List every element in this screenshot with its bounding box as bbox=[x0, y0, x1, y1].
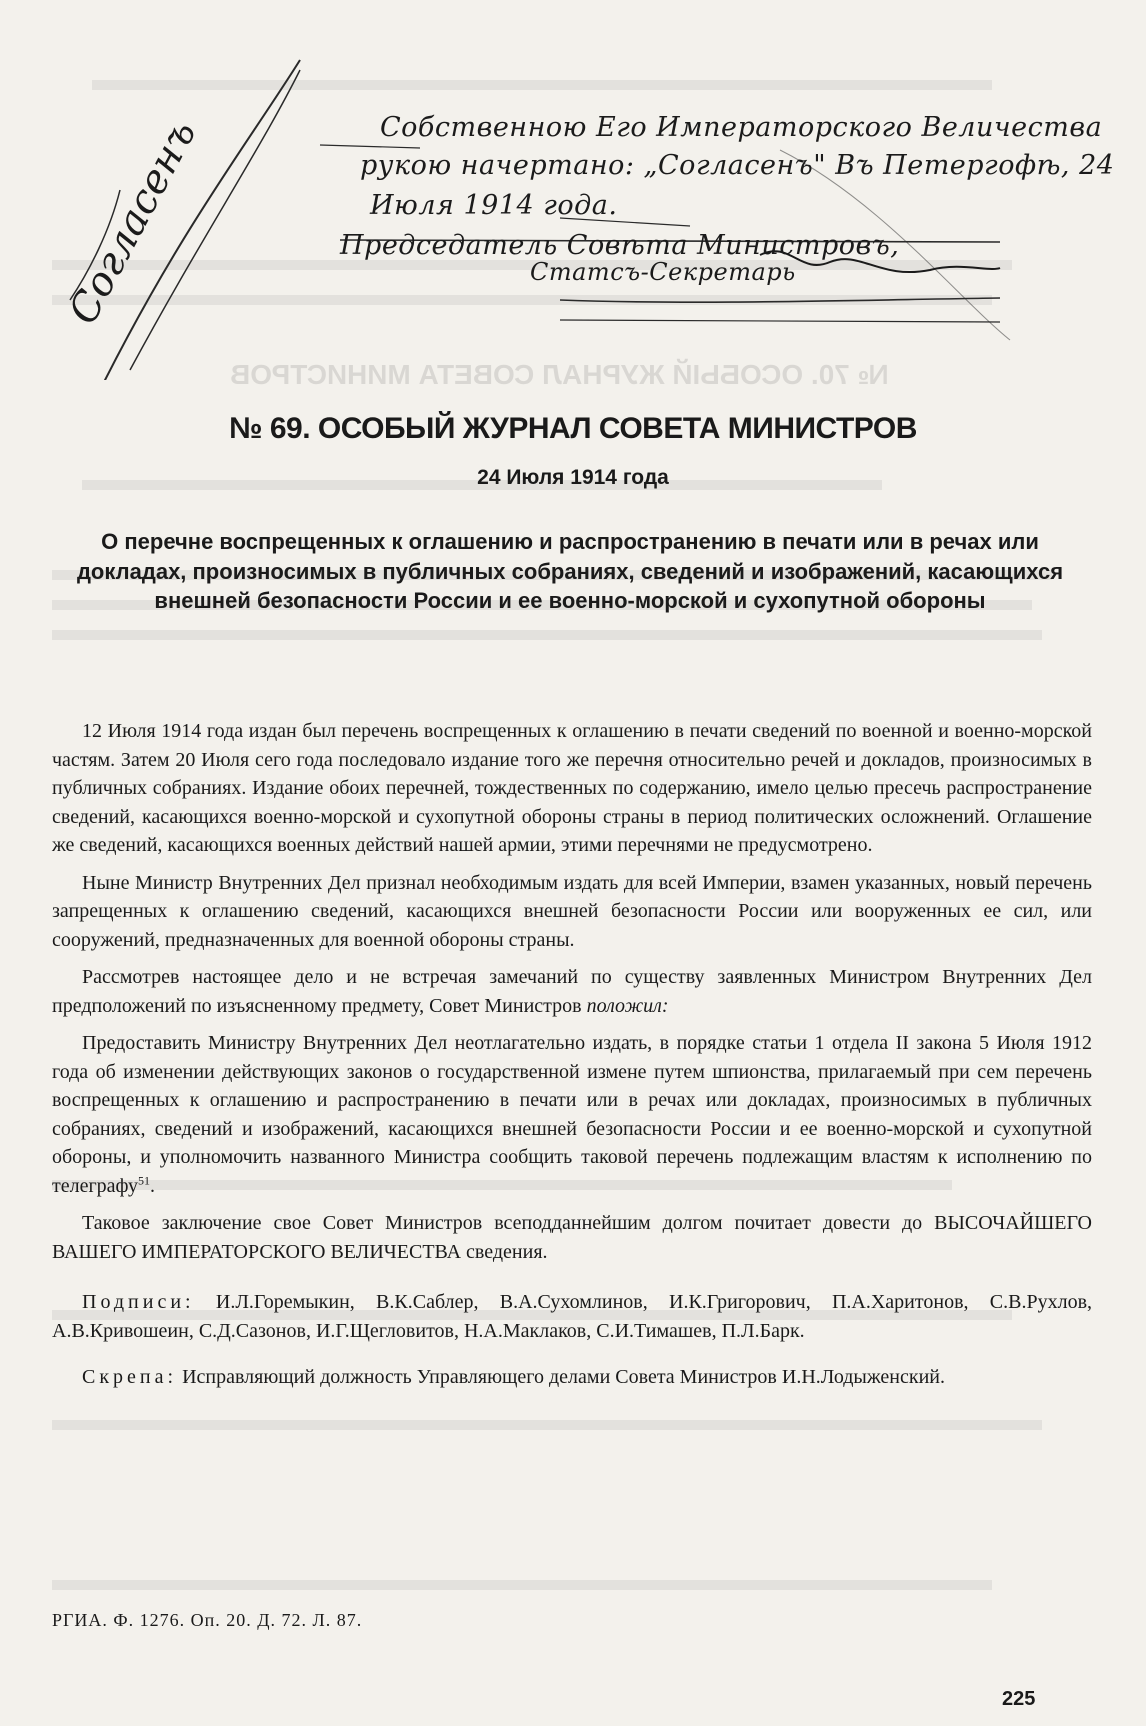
paragraph-2: Ныне Министр Внутренних Дел признал необходимым издать для всей Империи, взамен указанных, новый перечень запрещенных к оглашению сведений, касающихся внешней безопасности России или вооруженных ее сил, или сооружений, предназначенных для военной обороны страны. bbox=[52, 871, 1092, 951]
archive-source: РГИА. Ф. 1276. Оп. 20. Д. 72. Л. 87. bbox=[52, 1610, 363, 1630]
countersign-label: Скрепа: bbox=[82, 1366, 178, 1388]
resolution-line-3: Июля 1914 года. bbox=[370, 190, 618, 221]
document-body bbox=[52, 717, 1092, 1401]
footnote-ref: 51 bbox=[138, 1172, 151, 1187]
signatures-names: И.Л.Горемыкин, В.К.Саблер, В.А.Сухомлинов, И.К.Григорович, П.А.Харитонов, С.В.Рухлов, А.В.Кривошеин, С.Д.Сазонов, И.Г.Щегловитов, Н.А.Маклаков, С.И.Тимашев, П.Л.Барк. bbox=[52, 1291, 1093, 1342]
paragraph-3 bbox=[52, 963, 1092, 1020]
countersign bbox=[52, 1363, 1092, 1392]
resolution-line-2: рукою начертано: „Согласенъ" Въ Петергофѣ, 24 bbox=[360, 150, 1115, 181]
paragraph-4 bbox=[52, 1029, 1092, 1200]
resolution-line-5: Статсъ-Секретарь bbox=[530, 258, 796, 286]
handwritten-resolution bbox=[0, 0, 1146, 380]
paragraph-4-text: Предоставить Министру Внутренних Дел неотлагательно издать, в порядке статьи 1 отдела II закона 5 Июля 1912 года об изменении действующих законов о государственной измене путем шпионства, прилагаемый при сем перечень воспрещенных к оглашению и распространению в печати или в речах или докладах, произносимых в публичных собраниях, сведений и изображений, касающихся внешней безопасности России и ее военно-морской и сухопутной обороны, и уполномочить названного Министра сообщить таковой перечень подлежащим властям к исполнению по телеграфу bbox=[52, 1032, 1092, 1197]
paragraph-3-resolution: положил: bbox=[586, 994, 669, 1017]
bleed-through-title: № 70. ОСОБЫЙ ЖУРНАЛ СОВЕТА МИНИСТРОВ bbox=[230, 359, 889, 390]
paragraph-1: 12 Июля 1914 года издан был перечень воспрещенных к оглашению в печати сведений по военной и военно-морской частям. Затем 20 Июля сего года последовало издание того же перечня относительно речей и докладов, произносимых в публичных собраниях. Издание обоих перечней, тождественных по содержанию, имело целью пресечь распространение сведений, касающихся военно-морской и сухопутной обороны страны в период политических осложнений. Оглашение же сведений, касающихся военных действий нашей армии, этими перечнями не предусмотрено. bbox=[52, 720, 1092, 856]
paragraph-4-end: . bbox=[150, 1174, 156, 1197]
countersign-text: Исправляющий должность Управляющего делами Совета Министров И.Н.Лодыженский. bbox=[182, 1366, 945, 1388]
resolution-line-4: Председатель Совѣта Министровъ, bbox=[340, 230, 900, 261]
document-title: О перечне воспрещенных к оглашению и распространению в печати или в речах или докладах, произносимых в публичных собраниях, сведений и изображений, касающихся внешней безопасности России и ее военно-морской и сухопутной обороны bbox=[76, 529, 1064, 613]
document-date: 24 Июля 1914 года bbox=[477, 466, 669, 489]
paragraph-3-text: Рассмотрев настоящее дело и не встречая замечаний по существу заявленных Министром Внутренних Дел предположений по изъясненному предмету, Совет Министров bbox=[52, 966, 1092, 1017]
paragraph-5: Таковое заключение свое Совет Министров всеподданнейшим долгом почитает довести до ВЫСОЧАЙШЕГО ВАШЕГО ИМПЕРАТОРСКОГО ВЕЛИЧЕСТВА сведения. bbox=[52, 1212, 1092, 1263]
document-number: № 69. ОСОБЫЙ ЖУРНАЛ СОВЕТА МИНИСТРОВ bbox=[229, 412, 917, 445]
signatures bbox=[52, 1288, 1092, 1345]
signatures-label: Подписи: bbox=[82, 1291, 195, 1313]
page-number: 225 bbox=[1002, 1688, 1036, 1710]
imperial-signature: Согласенъ bbox=[60, 112, 206, 332]
resolution-line-1: Собственною Его Императорского Величества bbox=[380, 112, 1103, 143]
